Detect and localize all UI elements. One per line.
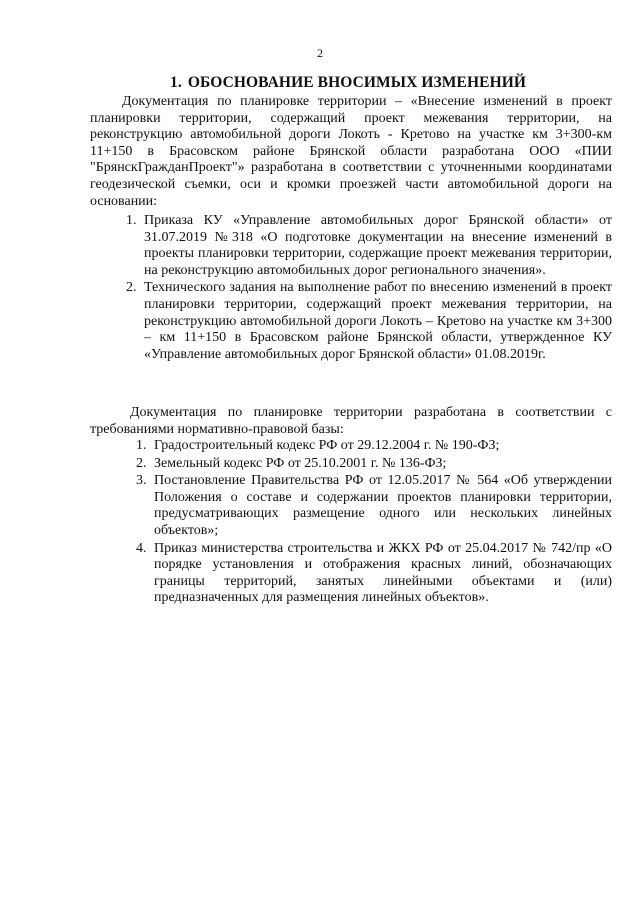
list-item xyxy=(126,213,612,279)
list-item xyxy=(126,280,612,363)
list-item-number: 2. xyxy=(136,455,147,471)
list-item xyxy=(136,473,612,539)
list-item-text: Постановление Правительства РФ от 12.05.2017 № 564 «Об утверждении Положения о составе и содержании проектов планировки территории, предусматривающих размещение одного или нескольких линейных объектов»; xyxy=(154,473,612,538)
list-item-number: 4. xyxy=(136,540,147,556)
list-item-number: 1. xyxy=(126,213,137,228)
intro-paragraph: Документация по планировке территории – «Внесение изменений в проект планировки территории, содержащий проект межевания территории, на реконструкцию автомобильной дороги Локоть - Кретово на участке км 3+300-км 11+150 в Брасовском районе Брянской области разработана ООО «ПИИ "БрянскГражданПроект"» разработана в соответствии с уточненными координатами геодезической съемки, оси и кромки проезжей части автомобильной дороги на основании: xyxy=(90,94,612,209)
page-number: 2 xyxy=(317,46,323,60)
normative-intro-paragraph: Документация по планировке территории разработана в соответствии с требованиями нормативно-правовой базы: xyxy=(90,405,612,437)
list-item xyxy=(136,438,612,455)
list-item xyxy=(136,456,612,473)
list-item-text: Земельный кодекс РФ от 25.10.2001 г. № 136-ФЗ; xyxy=(154,455,447,471)
list-item-text: Градостроительный кодекс РФ от 29.12.2004 г. № 190-ФЗ; xyxy=(154,438,500,453)
list-item-number: 2. xyxy=(126,280,137,296)
section-heading xyxy=(170,74,526,92)
list-item xyxy=(136,541,612,607)
list-item-number: 3. xyxy=(136,473,147,489)
section-title: ОБОСНОВАНИЕ ВНОСИМЫХ ИЗМЕНЕНИЙ xyxy=(187,74,527,91)
list-item-number: 1. xyxy=(136,438,147,453)
list-item-text: Приказ министерства строительства и ЖКХ РФ от 25.04.2017 № 742/пр «О порядке установления и отображения красных линий, обозначающих границы территорий, занятых линейными объектами и (или) предназначенных для размещения линейных объектов». xyxy=(154,540,612,606)
section-number: 1. xyxy=(170,74,182,91)
basis-list xyxy=(126,213,612,364)
list-item-text: Технического задания на выполнение работ по внесению изменений в проект планировки территории, содержащий проект межевания территории, на реконструкцию автомобильной дороги Локоть – Кретово на участке км 3+300 – км 11+150 в Брасовском районе Брянской области, утвержденное КУ «Управление автомобильных дорог Брянской области» 01.08.2019г. xyxy=(144,280,612,362)
list-item-text: Приказа КУ «Управление автомобильных дорог Брянской области» от 31.07.2019 №318 «О подготовке документации на внесение изменений в проекты планировки территории, содержащие проект межевания территории, на реконструкцию автомобильных дорог регионального значения». xyxy=(144,213,612,278)
normative-list xyxy=(136,438,612,608)
